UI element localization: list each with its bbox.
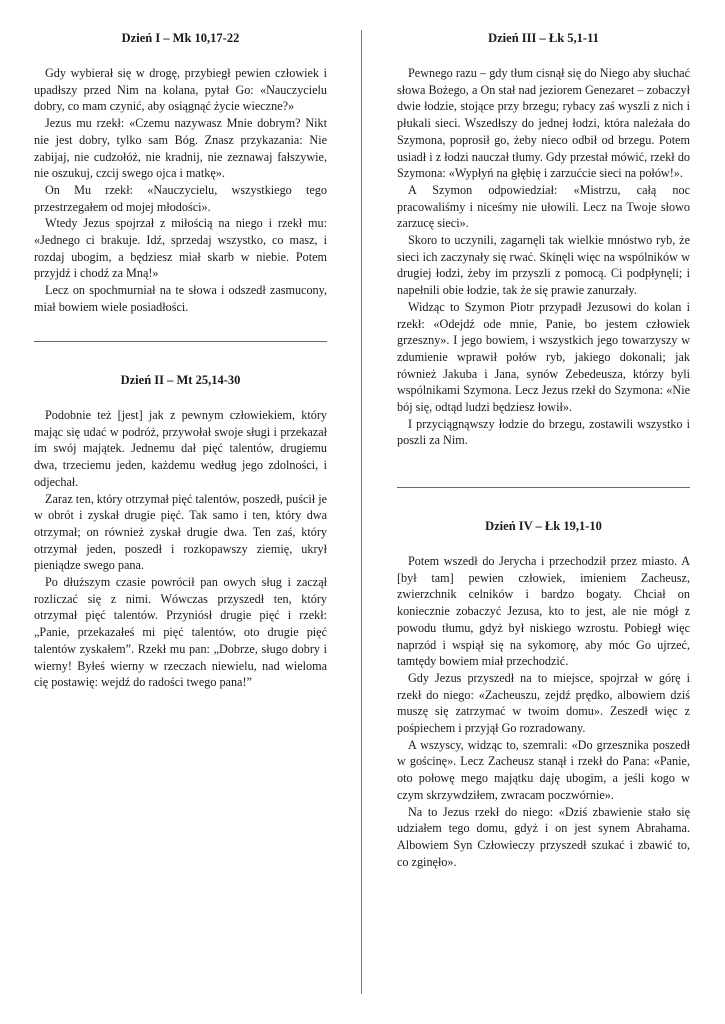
reading-body bbox=[34, 407, 327, 691]
section-divider bbox=[397, 487, 690, 488]
reading-day-3 bbox=[397, 30, 690, 449]
reading-title: Dzień IV – Łk 19,1-10 bbox=[485, 519, 602, 533]
reading-body bbox=[34, 65, 327, 316]
reading-body bbox=[397, 65, 690, 449]
reading-title: Dzień II – Mt 25,14-30 bbox=[120, 373, 241, 387]
reading-title: Dzień I – Mk 10,17-22 bbox=[121, 31, 240, 45]
paragraph: Widząc to Szymon Piotr przypadł Jezusowi do kolan i rzekł: «Odejdź ode mnie, Panie, bo jestem człowiek grzeszny». I jego bowiem, i wszystkich jego towarzyszy w zdumienie wprawił połów ryb, jakiego dokonali; jak również Jakuba i Jana, synów Zebedeusza, którzy byli wspólnikami Szymona. Lecz Jezus rzekł do Szymona: «Nie bój się, odtąd ludzi będziesz łowił». bbox=[397, 299, 690, 415]
reading-title: Dzień III – Łk 5,1-11 bbox=[488, 31, 599, 45]
paragraph: Podobnie też [jest] jak z pewnym człowiekiem, który mając się udać w podróż, przywołał swoje sługi i przekazał im swój majątek. Jednemu dał pięć talentów, drugiemu dwa, trzeciemu jeden, każdemu według jego zdolności, i odjechał. bbox=[34, 408, 327, 489]
paragraph: A wszyscy, widząc to, szemrali: «Do grzesznika poszedł w gościnę». Lecz Zacheusz stanął i rzekł do Pana: «Panie, oto połowę mego majątku daję ubogim, a jeśli kogo w czym skrzywdziłem, zwracam poczwórnie». bbox=[397, 737, 690, 802]
paragraph: I przyciągnąwszy łodzie do brzegu, zostawili wszystko i poszli za Nim. bbox=[397, 416, 690, 448]
paragraph: Zaraz ten, który otrzymał pięć talentów, poszedł, puścił je w obrót i zyskał drugie pięć. Tak samo i ten, który dwa otrzymał; on również zyskał drugie dwa. Ten zaś, który otrzymał jeden, poszedł i rozkopawszy ziemię, ukrył pieniądze swego pana. bbox=[34, 491, 327, 573]
paragraph: Na to Jezus rzekł do niego: «Dziś zbawienie stało się udziałem tego domu, gdyż i on jest synem Abrahama. Albowiem Syn Człowieczy przyszedł szukać i zbawić to, co zginęło». bbox=[397, 804, 690, 869]
paragraph: Skoro to uczynili, zagarnęli tak wielkie mnóstwo ryb, że sieci ich zaczynały się rwać. Skinęli więc na wspólników w drugiej łodzi, żeby im przyszli z pomocą. Ci podpłynęli; i napełnili obie łodzie, tak że się prawie zanurzały. bbox=[397, 233, 690, 298]
reading-day-4 bbox=[397, 518, 690, 870]
reading-day-1 bbox=[34, 30, 327, 316]
paragraph: Gdy Jezus przyszedł na to miejsce, spojrzał w górę i rzekł do niego: «Zacheuszu, zejdź prędko, albowiem dziś muszę się zatrzymać w twoim domu». Zeszedł więc z pośpiechem i przyjął Go rozradowany. bbox=[397, 670, 690, 736]
paragraph: Wtedy Jezus spojrzał z miłością na niego i rzekł mu: «Jednego ci brakuje. Idź, sprzedaj wszystko, co masz, i rozdaj ubogim, a będziesz miał skarb w niebie. Potem przyjdź i chodź za Mną!» bbox=[34, 216, 327, 281]
paragraph: Pewnego razu – gdy tłum cisnął się do Niego aby słuchać słowa Bożego, a On stał nad jeziorem Genezaret – zobaczył dwie łodzie, stojące przy brzegu; rybacy zaś wyszli z nich i płukali sieci. Wszedłszy do jednej łodzi, która należała do Szymona, poprosił go, żeby nieco odbił od brzegu. Potem usiadł i z łodzi nauczał tłumy. Gdy przestał mówić, rzekł do Szymona: «Wypłyń na głębię i zarzućcie sieci na połów!». bbox=[397, 66, 690, 181]
reading-body bbox=[397, 553, 690, 870]
reading-day-2 bbox=[34, 372, 327, 691]
paragraph: Potem wszedł do Jerycha i przechodził przez miasto. A [był tam] pewien człowiek, imieniem Zacheusz, zwierzchnik celników i bardzo bogaty. Chciał on koniecznie zobaczyć Jezusa, kto to jest, ale nie mógł z powodu tłumu, gdyż był niskiego wzrostu. Pobiegł więc naprzód i wspiął się na sykomorę, aby móc Go ujrzeć, tamtędy bowiem miał przechodzić. bbox=[397, 554, 690, 669]
paragraph: Jezus mu rzekł: «Czemu nazywasz Mnie dobrym? Nikt nie jest dobry, tylko sam Bóg. Znasz przykazania: Nie zabijaj, nie cudzołóż, nie kradnij, nie zeznawaj fałszywie, nie oszukuj, czcij swego ojca i matkę». bbox=[34, 116, 327, 181]
paragraph: Lecz on spochmurniał na te słowa i odszedł zasmucony, miał bowiem wiele posiadłości. bbox=[34, 283, 327, 314]
paragraph: Gdy wybierał się w drogę, przybiegł pewien człowiek i upadłszy przed Nim na kolana, pytał Go: «Nauczycielu dobry, co mam czynić, aby osiągnąć życie wieczne?» bbox=[34, 66, 327, 114]
column-divider bbox=[361, 30, 362, 994]
paragraph: On Mu rzekł: «Nauczycielu, wszystkiego tego przestrzegałem od mojej młodości». bbox=[34, 182, 327, 214]
paragraph: Po dłuższym czasie powrócił pan owych sług i zaczął rozliczać się z nimi. Wówczas przyszedł ten, który otrzymał pięć talentów. Przyniósł drugie pięć i rzekł: „Panie, przekazałeś mi pięć talentów, oto drugie pięć talentów zyskałem”. Rzekł mu pan: „Dobrze, sługo dobry i wierny! Byłeś wierny w rzeczach niewielu, nad wieloma cię postawię: wejdź do radości twego pana!” bbox=[34, 575, 327, 690]
section-divider bbox=[34, 341, 327, 342]
paragraph: A Szymon odpowiedział: «Mistrzu, całą noc pracowaliśmy i niceśmy nie ułowili. Lecz na Twoje słowo zarzucę sieci». bbox=[397, 182, 690, 231]
